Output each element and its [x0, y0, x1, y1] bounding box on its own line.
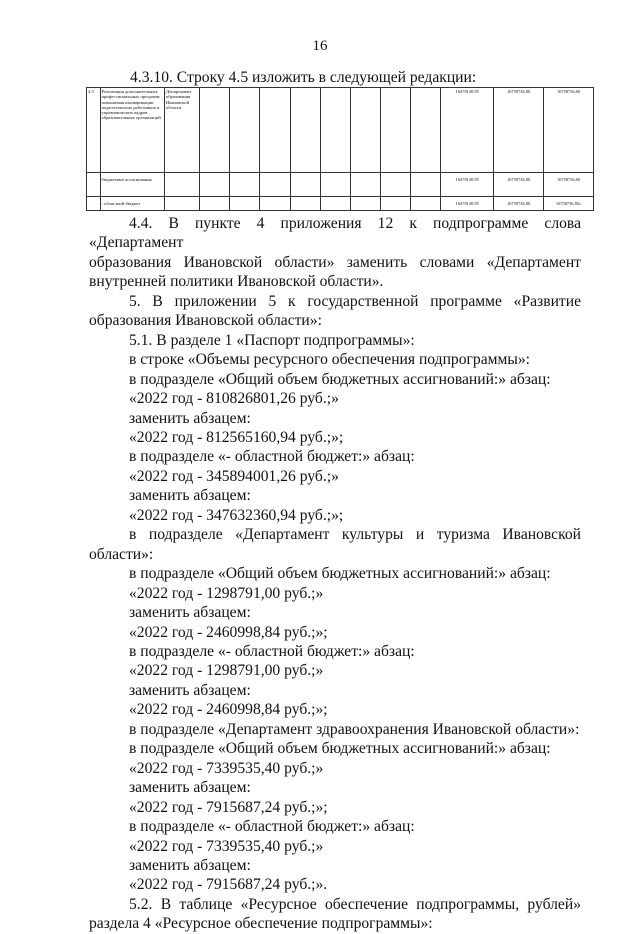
text-line: в подразделе «Общий объем бюджетных ассигнований:» абзац:	[129, 740, 551, 758]
row-name-cell: Реализация дополнительных профессиональных программ повышения квалификации педагогических работников и управленческих кадров образовательных организаций	[100, 88, 164, 173]
executor-cell: Департамент образования Ивановской области	[164, 88, 199, 173]
section-heading: 4.3.10. Строку 4.5 изложить в следующей редакции:	[130, 69, 477, 86]
empty-cell	[230, 88, 260, 173]
empty-cell	[260, 88, 290, 173]
text-line: заменить абзацем:	[129, 409, 251, 427]
value-cell: 16758736,80	[544, 173, 594, 197]
text-line: в подразделе «- областной бюджет:» абзац:	[129, 818, 415, 836]
text-line: заменить абзацем:	[129, 604, 251, 622]
empty-cell	[290, 88, 320, 173]
text-line: в подразделе «Департамент культуры и туризма Ивановской	[129, 526, 581, 544]
table-row	[87, 173, 594, 197]
text-line: в подразделе «- областной бюджет:» абзац:	[129, 448, 415, 466]
empty-cell	[350, 197, 380, 211]
empty-cell	[320, 173, 350, 197]
text-line: в подразделе «Департамент здравоохранения Ивановской области»:	[129, 720, 580, 738]
resource-table	[86, 87, 594, 211]
text-line: заменить абзацем:	[129, 487, 251, 505]
empty-cell	[320, 88, 350, 173]
page-number: 16	[312, 38, 328, 54]
text-line: 5.1. В разделе 1 «Паспорт подпрограммы»:	[129, 331, 415, 349]
value-cell: 18478130,95	[441, 173, 494, 197]
document-body	[89, 214, 581, 934]
empty-cell	[164, 197, 199, 211]
empty-cell	[290, 173, 320, 197]
text-line: 5.2. В таблице «Ресурсное обеспечение подпрограммы, рублей»	[129, 895, 581, 913]
text-line: «2022 год - 7339535,40 руб.;»	[129, 759, 324, 777]
empty-cell	[260, 173, 290, 197]
empty-cell	[380, 88, 410, 173]
empty-cell	[380, 173, 410, 197]
empty-cell	[200, 173, 230, 197]
empty-cell	[320, 197, 350, 211]
empty-cell	[164, 173, 199, 197]
empty-cell	[380, 197, 410, 211]
value-cell: 16758736,80	[494, 88, 544, 173]
value-cell: 18478130,95	[441, 197, 494, 211]
empty-cell	[290, 197, 320, 211]
table-row	[87, 197, 594, 211]
text-line: заменить абзацем:	[129, 681, 251, 699]
text-line: области»:	[89, 545, 154, 563]
text-line: раздела 4 «Ресурсное обеспечение подпрограммы»:	[89, 915, 433, 933]
text-line: в строке «Объемы ресурсного обеспечения подпрограммы»:	[129, 351, 530, 369]
value-cell: 16758736,80	[494, 197, 544, 211]
text-line: 4.4. В пункте 4 приложения 12 к подпрограмме слова «Департамент	[89, 215, 581, 252]
value-cell: 16758736,80	[494, 173, 544, 197]
empty-cell	[350, 88, 380, 173]
row-name-cell: бюджетные ассигнования	[100, 173, 164, 197]
text-line: внутренней политики Ивановской области».	[89, 273, 384, 291]
text-line: «2022 год - 345894001,26 руб.;»	[129, 467, 339, 485]
text-line: образования Ивановской области»:	[89, 312, 322, 330]
table-row	[87, 88, 594, 173]
text-line: «2022 год - 2460998,84 руб.;»;	[129, 701, 328, 719]
text-line: «2022 год - 347632360,94 руб.;»;	[129, 506, 344, 524]
text-line: «2022 год - 7339535,40 руб.;»	[129, 837, 324, 855]
row-name-cell: - областной бюджет	[100, 197, 164, 211]
text-line: в подразделе «Общий объем бюджетных ассигнований:» абзац:	[129, 565, 551, 583]
value-cell: 16758736,80»	[544, 197, 594, 211]
text-line: «2022 год - 7915687,24 руб.;»;	[129, 798, 328, 816]
text-line: «2022 год - 1298791,00 руб.;»	[129, 662, 324, 680]
text-line: образования Ивановской области» заменить словами «Департамент	[89, 253, 581, 271]
empty-cell	[411, 88, 441, 173]
empty-cell	[230, 197, 260, 211]
empty-cell	[200, 197, 230, 211]
value-cell: 16758736,80	[544, 88, 594, 173]
text-line: «2022 год - 2460998,84 руб.;»;	[129, 623, 328, 641]
empty-cell	[87, 173, 101, 197]
value-cell: 18478130,95	[441, 88, 494, 173]
empty-cell	[411, 197, 441, 211]
text-line: «2022 год - 812565160,94 руб.;»;	[129, 428, 344, 446]
empty-cell	[87, 197, 101, 211]
empty-cell	[230, 173, 260, 197]
text-line: 5. В приложении 5 к государственной программе «Развитие	[129, 292, 581, 310]
empty-cell	[350, 173, 380, 197]
text-line: «2022 год - 1298791,00 руб.;»	[129, 584, 324, 602]
empty-cell	[260, 197, 290, 211]
text-line: в подразделе «Общий объем бюджетных ассигнований:» абзац:	[129, 370, 551, 388]
text-line: заменить абзацем:	[129, 779, 251, 797]
empty-cell	[200, 88, 230, 173]
row-number-cell: 4.5	[87, 88, 101, 173]
empty-cell	[411, 173, 441, 197]
text-line: заменить абзацем:	[129, 856, 251, 874]
text-line: «2022 год - 7915687,24 руб.;».	[129, 876, 328, 894]
text-line: в подразделе «- областной бюджет:» абзац:	[129, 642, 415, 660]
text-line: «2022 год - 810826801,26 руб.;»	[129, 390, 339, 408]
